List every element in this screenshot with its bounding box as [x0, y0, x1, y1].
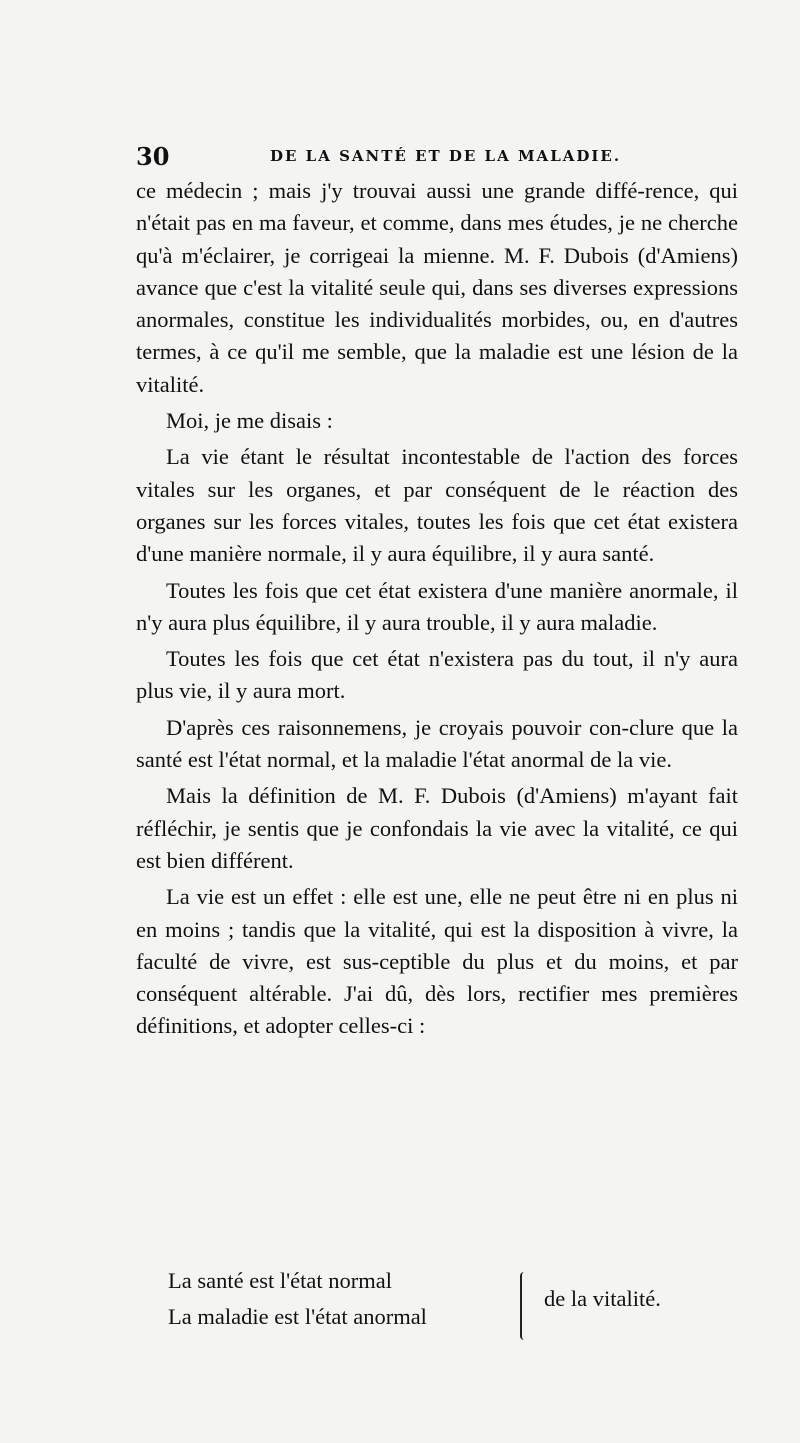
page-header: [136, 142, 736, 172]
paragraph: Toutes les fois que cet état n'existera pas du tout, il n'y aura plus vie, il y aura mort.: [136, 646, 738, 704]
paragraph: Mais la définition de M. F. Dubois (d'Amiens) m'ayant fait réfléchir, je sentis que je confondais la vie avec la vitalité, ce qui est bien différent.: [136, 783, 738, 873]
definition-suffix: de la vitalité.: [544, 1286, 661, 1311]
definition-disease: La maladie est l'état anormal: [168, 1304, 427, 1329]
paragraph: D'après ces raisonnemens, je croyais pouvoir con-clure que la santé est l'état normal, et la maladie l'état anormal de la vie.: [136, 714, 738, 773]
body-text: [136, 175, 738, 1047]
paragraph: La vie est un effet : elle est une, elle ne peut être ni en plus ni en moins ; tandis que la vitalité, qui est la disposition à vivre, la faculté de vivre, est sus-ceptible du plus et du moins, et par conséquent altérable. J'ai dû, dès lors, rectifier mes premières définitions, et adopter celles-ci :: [136, 884, 738, 1039]
paragraph: ce médecin ; mais j'y trouvai aussi une grande diffé-rence, qui n'était pas en ma faveur, et comme, dans mes études, je ne cherche qu'à m'éclairer, je corrigeai la mienne. M. F. Dubois (d'Amiens) avance que c'est la vitalité seule qui, dans ses diverses expressions anormales, constitue les individualités morbides, ou, en d'autres termes, à ce qu'il me semble, que la maladie est une lésion de la vitalité.: [136, 178, 738, 397]
curly-brace-icon: [520, 1272, 530, 1340]
definition-health: La santé est l'état normal: [168, 1268, 392, 1293]
running-title: DE LA SANTÉ ET DE LA MALADIE.: [270, 147, 622, 165]
paragraph: Toutes les fois que cet état existera d'une manière anormale, il n'y aura plus équilibre, il y aura trouble, il y aura maladie.: [136, 577, 738, 635]
paragraph: Moi, je me disais :: [166, 408, 333, 434]
definitions-block: [136, 1268, 736, 1348]
paragraph: La vie étant le résultat incontestable de l'action des forces vitales sur les organes, et par conséquent de le réaction des organes sur les forces vitales, toutes les fois que cet état existera d'une manière normale, il y aura équilibre, il y aura santé.: [136, 444, 738, 567]
page-number: 30: [136, 142, 170, 171]
